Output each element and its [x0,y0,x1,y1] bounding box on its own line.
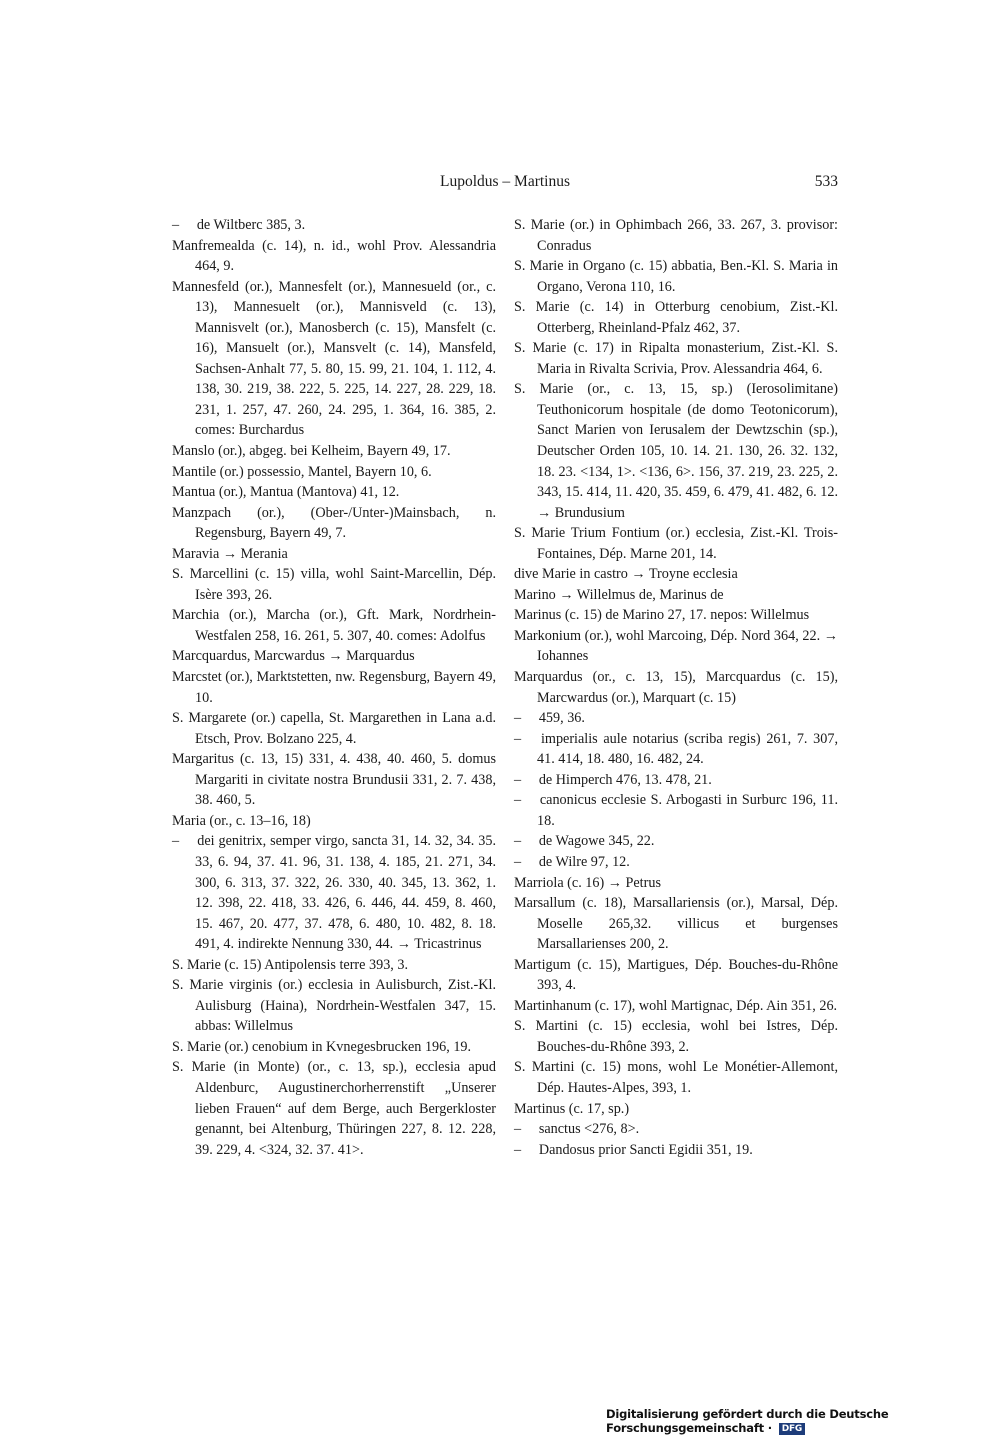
index-entry: – 459, 36. [514,710,585,727]
index-entry: Marchia (or.), Marcha (or.), Gft. Mark, Nordrhein-Westfalen 258, 16. 261, 5. 307, 40. comes: Adolfus [172,607,496,644]
running-header [172,173,838,195]
running-title: Lupoldus – Martinus [439,173,571,190]
index-entry: Marino → Willelmus de, Marinus de [514,586,724,603]
index-column-right [514,215,838,1160]
index-entry: – imperialis aule notarius (scriba regis) 261, 7. 307, 41. 414, 18. 480, 16. 482, 24. [514,730,838,768]
index-entry: Marriola (c. 16) → Petrus [514,874,661,891]
index-entry: Mannesfeld (or.), Mannesfelt (or.), Mannesueld (or., c. 13), Mannesuelt (or.), Mannisveld (c. 13), Mannisvelt (or.), Manosberch (c. 15), Mansfelt (c. 16), Mansuelt (or.), Mansvelt (c. 14), Mansfeld, Sachsen-Anhalt 77, 5. 80, 15. 99, 21. 104, 1. 112, 4. 138, 30. 219, 38. 222, 5. 225, 14. 227, 28. 229, 18. 231, 1. 257, 47. 260, 24. 295, 1. 364, 16. 385, 2. comes: Burchardus [172,278,496,439]
page-number: 533 [814,173,838,190]
index-entry: Martinus (c. 17, sp.) [514,1100,630,1117]
index-entry: S. Marie (or.) in Ophimbach 266, 33. 267, 3. provisor: Conradus [514,217,838,254]
index-entry: Maria (or., c. 13–16, 18) [172,812,311,829]
index-entry: – canonicus ecclesie S. Arbogasti in Surburc 196, 11. 18. [514,792,838,829]
index-entry: – de Wiltberc 385, 3. [172,217,306,233]
index-entry: Martigum (c. 15), Martigues, Dép. Bouches-du-Rhône 393, 4. [514,956,838,994]
index-entry: Marquardus (or., c. 13, 15), Marcquardus (c. 15), Marcwardus (or.), Marquart (c. 15) [514,669,838,706]
index-entry: – de Wagowe 345, 22. [514,833,655,850]
dfg-logo: DFG [779,1423,805,1435]
index-entry: S. Marie (c. 17) in Ripalta monasterium, Zist.-Kl. S. Maria in Rivalta Scrivia, Prov. Alessandria 464, 6. [514,340,838,377]
index-entry: S. Marie (in Monte) (or., c. 13, sp.), ecclesia apud Aldenburc, Augustinerchorherrenstift „Unserer lieben Frauen“ auf dem Berge, auch Bergerkloster genannt, bei Altenburg, Thüringen 227, 8. 12. 228, 39. 229, 4. <324, 32. 37. 41>. [172,1059,496,1158]
index-entry: S. Martini (c. 15) mons, wohl Le Monétier-Allemont, Dép. Hautes-Alpes, 393, 1. [514,1059,838,1096]
index-entry: S. Marie in Organo (c. 15) abbatia, Ben.-Kl. S. Maria in Organo, Verona 110, 16. [514,258,838,295]
index-entry: Markonium (or.), wohl Marcoing, Dép. Nord 364, 22. → Iohannes [514,627,838,665]
index-entry: Manfremealda (c. 14), n. id., wohl Prov. Alessandria 464, 9. [172,237,496,275]
index-entry: Marcquardus, Marcwardus → Marquardus [172,648,415,665]
index-entry: Marsallum (c. 18), Marsallariensis (or.), Marsal, Dép. Moselle 265,32. villicus et burgenses Marsallarienses 200, 2. [514,895,838,953]
index-entry: Manslo (or.), abgeg. bei Kelheim, Bayern 49, 17. [172,443,451,460]
index-entry: dive Marie in castro → Troyne ecclesia [514,566,738,583]
index-entry: S. Marcellini (c. 15) villa, wohl Saint-Marcellin, Dép. Isère 393, 26. [172,566,496,603]
index-entry: S. Margarete (or.) capella, St. Margarethen in Lana a.d. Etsch, Prov. Bolzano 225, 4. [172,710,496,747]
index-entry: S. Marie virginis (or.) ecclesia in Aulisburch, Zist.-Kl. Aulisburg (Haina), Nordrhein-Westfalen 347, 15. abbas: Willelmus [172,977,496,1035]
index-entry: – de Wilre 97, 12. [514,853,630,870]
funding-text: Digitalisierung gefördert durch die Deutsche Forschungsgemeinschaft [606,1407,889,1435]
index-entry: Manzpach (or.), (Ober-/Unter-)Mainsbach, n. Regensburg, Bayern 49, 7. [172,504,496,542]
index-entry: S. Marie (or., c. 13, 15, sp.) (Ierosolimitane) Teuthonicorum hospitale (de domo Teotonicorum), Sanct Marien von Ierusalem der Dewtzschin (sp.), Deutscher Orden 105, 10. 14. 21. 130, 26. 32. 132, 18. 23. <134, 1>. <136, 6>. 156, 37. 219, 23. 225, 2. 343, 15. 414, 11. 420, 35. 459, 6. 479, 41. 482, 6. 12. → Brundusium [514,381,838,521]
index-entry: Martinhanum (c. 17), wohl Martignac, Dép. Ain 351, 26. [514,997,838,1014]
index-entry: Marinus (c. 15) de Marino 27, 17. nepos: Willelmus [514,607,810,624]
index-entry: – Dandosus prior Sancti Egidii 351, 19. [514,1141,753,1158]
index-entry: Marcstet (or.), Marktstetten, nw. Regensburg, Bayern 49, 10. [172,669,496,706]
index-entry: – de Himperch 476, 13. 478, 21. [514,771,712,788]
index-column-left [172,215,496,1160]
index-entry: S. Marie (c. 14) in Otterburg cenobium, Zist.-Kl. Otterberg, Rheinland-Pfalz 462, 37. [514,299,838,336]
index-entry: S. Marie Trium Fontium (or.) ecclesia, Zist.-Kl. Trois-Fontaines, Dép. Marne 201, 14. [514,525,838,562]
index-entry: Margaritus (c. 13, 15) 331, 4. 438, 40. 460, 5. domus Margariti in civitate nostra Brundusii 331, 2. 7. 438, 38. 460, 5. [172,751,496,809]
index-entry: S. Martini (c. 15) ecclesia, wohl bei Istres, Dép. Bouches-du-Rhône 393, 2. [514,1018,838,1055]
index-entry: Mantua (or.), Mantua (Mantova) 41, 12. [172,484,400,501]
index-entry: S. Marie (or.) cenobium in Kvnegesbrucken 196, 19. [172,1038,472,1055]
index-entry: – dei genitrix, semper virgo, sancta 31, 14. 32, 34. 35. 33, 6. 94, 37. 41. 96, 31. 138, 4. 185, 21. 271, 34. 300, 6. 313, 37. 322, 26. 330, 40. 345, 13. 362, 1. 12. 398, 22. 418, 33. 426, 6. 446, 44. 459, 8. 460, 15. 467, 20. 477, 37. 478, 6. 480, 10. 482, 8. 18. 491, 4. indirekte Nennung 330, 44. → Tricastrinus [172,833,496,953]
index-entry: S. Marie (c. 15) Antipolensis terre 393, 3. [172,956,409,973]
index-entry: – sanctus <276, 8>. [514,1121,640,1138]
index-entry: Maravia → Merania [172,545,288,562]
index-entry: Mantile (or.) possessio, Mantel, Bayern 10, 6. [172,463,432,480]
funding-notice: Digitalisierung gefördert durch die Deutsche Forschungsgemeinschaft · DFG [606,1407,889,1435]
